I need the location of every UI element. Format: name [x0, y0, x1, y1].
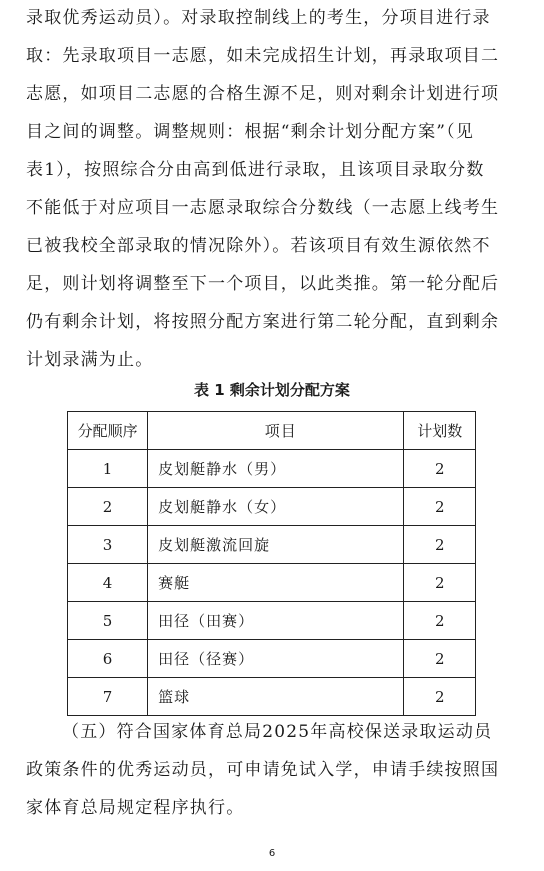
- cell-item: 皮划艇静水（女）: [148, 488, 404, 526]
- cell-order: 5: [68, 602, 148, 640]
- table-row: [68, 488, 476, 526]
- cell-item: 赛艇: [148, 564, 404, 602]
- page-number: 6: [268, 848, 276, 859]
- body-text-line: 已被我校全部录取的情况除外）。若该项目有效生源依然不: [26, 236, 491, 256]
- cell-item: 皮划艇激流回旋: [148, 526, 404, 564]
- cell-item: 田径（径赛）: [148, 640, 404, 678]
- table-caption: 表 1 剩余计划分配方案: [194, 381, 350, 399]
- table-row: [68, 526, 476, 564]
- body-text-line: 不能低于对应项目一志愿录取综合分数线（一志愿上线考生: [26, 198, 500, 218]
- cell-item: 篮球: [148, 678, 404, 716]
- cell-order: 4: [68, 564, 148, 602]
- cell-order: 2: [68, 488, 148, 526]
- header-item: 项目: [148, 412, 404, 450]
- cell-item: 皮划艇静水（男）: [148, 450, 404, 488]
- cell-count: 2: [404, 450, 476, 488]
- body-text-line: 志愿，如项目二志愿的合格生源不足，则对剩余计划进行项: [26, 84, 500, 104]
- cell-order: 1: [68, 450, 148, 488]
- cell-count: 2: [404, 564, 476, 602]
- header-order: 分配顺序: [68, 412, 148, 450]
- table-row: [68, 602, 476, 640]
- body-text-line: （五）符合国家体育总局2025年高校保送录取运动员: [62, 722, 493, 742]
- body-text-line: 表1），按照综合分由高到低进行录取，且该项目录取分数: [26, 160, 485, 180]
- table-row: [68, 450, 476, 488]
- cell-order: 6: [68, 640, 148, 678]
- cell-count: 2: [404, 678, 476, 716]
- body-text-line: 足，则计划将调整至下一个项目，以此类推。第一轮分配后: [26, 274, 500, 294]
- body-text-line: 录取优秀运动员）。对录取控制线上的考生，分项目进行录: [26, 8, 491, 28]
- cell-count: 2: [404, 602, 476, 640]
- header-count: 计划数: [404, 412, 476, 450]
- body-text-line: 目之间的调整。调整规则：根据“剩余计划分配方案”（见: [26, 122, 475, 142]
- cell-item: 田径（田赛）: [148, 602, 404, 640]
- table-row: [68, 678, 476, 716]
- cell-count: 2: [404, 488, 476, 526]
- allocation-table: [67, 411, 476, 716]
- table-row: [68, 564, 476, 602]
- body-text-line: 取：先录取项目一志愿，如未完成招生计划，再录取项目二: [26, 46, 500, 66]
- cell-order: 3: [68, 526, 148, 564]
- table-row: [68, 640, 476, 678]
- body-text-line: 计划录满为止。: [26, 350, 154, 370]
- cell-count: 2: [404, 640, 476, 678]
- body-text-line: 家体育总局规定程序执行。: [26, 798, 245, 818]
- cell-count: 2: [404, 526, 476, 564]
- cell-order: 7: [68, 678, 148, 716]
- body-text-line: 仍有剩余计划，将按照分配方案进行第二轮分配，直到剩余: [26, 312, 500, 332]
- body-text-line: 政策条件的优秀运动员，可申请免试入学，申请手续按照国: [26, 760, 500, 780]
- table-header-row: [68, 412, 476, 450]
